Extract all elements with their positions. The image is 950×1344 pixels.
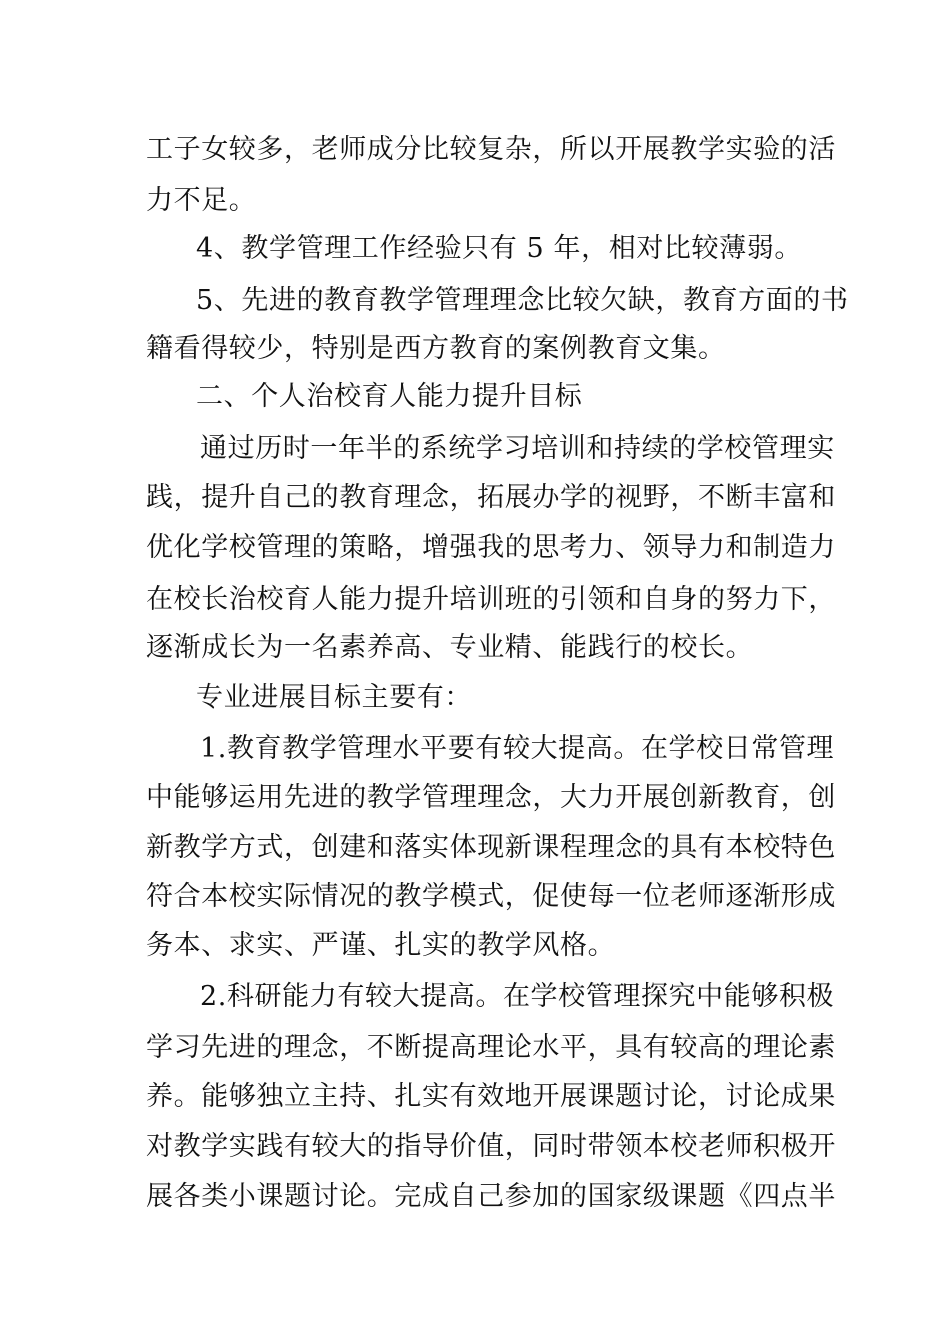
- text-line: 中能够运用先进的教学管理理念，大力开展创新教育，创: [146, 782, 836, 813]
- text-line: 逐渐成长为一名素养高、专业精、能践行的校长。: [146, 632, 754, 663]
- text-line: 务本、求实、严谨、扎实的教学风格。: [146, 930, 616, 961]
- text-line: 在校长治校育人能力提升培训班的引领和自身的努力下，: [146, 584, 836, 615]
- text-line: 践，提升自己的教育理念，拓展办学的视野，不断丰富和: [146, 482, 836, 513]
- section-heading: 二、个人治校育人能力提升目标: [196, 381, 583, 412]
- text-line: 展各类小课题讨论。完成自己参加的国家级课题《四点半: [146, 1181, 836, 1212]
- text-line: 工子女较多，老师成分比较复杂，所以开展教学实验的活: [146, 134, 836, 165]
- text-line: 优化学校管理的策略，增强我的思考力、领导力和制造力: [146, 532, 836, 563]
- text-line: 2.科研能力有较大提高。在学校管理探究中能够积极: [200, 981, 835, 1012]
- text-line: 4、教学管理工作经验只有 5 年，相对比较薄弱。: [196, 233, 802, 264]
- text-line: 专业进展目标主要有：: [196, 682, 472, 713]
- text-line: 学习先进的理念，不断提高理论水平，具有较高的理论素: [146, 1032, 836, 1063]
- text-line: 5、先进的教育教学管理理念比较欠缺，教育方面的书: [196, 285, 849, 316]
- text-line: 1.教育教学管理水平要有较大提高。在学校日常管理: [200, 733, 835, 764]
- text-line: 对教学实践有较大的指导价值，同时带领本校老师积极开: [146, 1131, 836, 1162]
- text-line: 新教学方式，创建和落实体现新课程理念的具有本校特色: [146, 832, 836, 863]
- text-line: 力不足。: [146, 185, 257, 216]
- text-line: 籍看得较少，特别是西方教育的案例教育文集。: [146, 333, 726, 364]
- text-line: 养。能够独立主持、扎实有效地开展课题讨论，讨论成果: [146, 1081, 836, 1112]
- text-line: 符合本校实际情况的教学模式，促使每一位老师逐渐形成: [146, 881, 836, 912]
- text-line: 通过历时一年半的系统学习培训和持续的学校管理实: [200, 433, 835, 464]
